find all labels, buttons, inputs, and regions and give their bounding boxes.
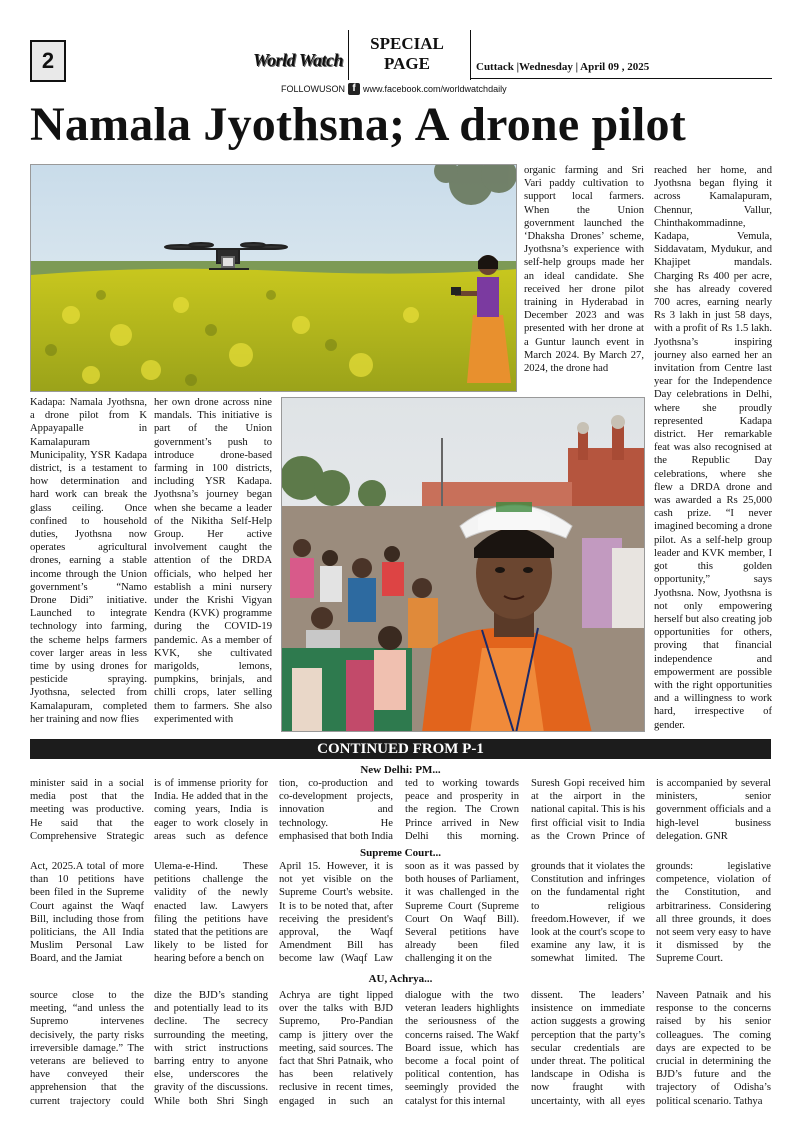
- page-number-box: [30, 40, 66, 82]
- photo-drone-field: [30, 164, 517, 392]
- story-achrya-col-5: dissent. The leaders’ insistence on immediate action suggests a growing perception that the party’s secular credentials are under threat. The political landscape in Odisha is now fraught with uncertainty, with all eyes: [531, 990, 645, 1107]
- header-divider-2: [470, 30, 471, 80]
- continued-banner: CONTINUED FROM P-1: [30, 739, 771, 759]
- section-label-line2: PAGE: [384, 54, 430, 73]
- article-column-3: organic farming and Sri Vari paddy cultivation to support local farmers. When the Union government launched the ‘Dhaksha Drones’ scheme, Jyothsna’s experience with self-help groups made her an ideal candidate. She received her drone pilot training in Hyderabad in December 2023 and was presented with her drone at a Guntur launch event in March 2024. By March 27, 2024, the drone had: [524, 165, 644, 375]
- story-court-col-6: grounds: legislative competence, violation of the Constitution, and arbitrariness. Considering all three grounds, it does not seem very easy to have it dismissed by the Supreme Court.: [656, 861, 771, 965]
- story-pm-col-1: minister said in a social media post that the meeting was productive. He said that the Comprehensive Strategic: [30, 778, 144, 842]
- section-label: [352, 34, 462, 74]
- story-court-col-5: grounds that it violates the Constitution and infringes on the fundamental right to religious freedom.However, if we look at the court's scope to examine any law, it is somewhat limited. The: [531, 861, 645, 965]
- story-subhead-pm: New Delhi: PM...: [360, 764, 441, 776]
- story-pm-col-6: is accompanied by several ministers, senior government officials and a high-level business delegation. GNR: [656, 778, 771, 842]
- story-pm-col-2: is of immense priority for India. He added that in the coming years, India is eager to work closely in areas such as defence: [154, 778, 268, 842]
- photo-jyothsna-portrait: [281, 397, 645, 732]
- story-court-col-2: Ulema-e-Hind. These petitions challenge the validity of the newly enacted law. Lawyers filing the petitions have stated that the petitions are likely to be listed for hearing before a bench on: [154, 861, 268, 965]
- story-court-col-1: Act, 2025.A total of more than 10 petitions have been filed in the Supreme Court against the Waqf Bill, including those from politicians, the All India Muslim Personal Law Board, and the Jamiat: [30, 861, 144, 965]
- headline: Namala Jyothsna; A drone pilot: [30, 98, 686, 151]
- page-number: 2: [32, 42, 64, 80]
- header-divider-1: [348, 30, 349, 80]
- story-achrya-col-3: Achrya are tight lipped over the talks with BJD Supremo, Pro-Pandian camp is jittery over the meeting, said sources. The fact that Shri Patnaik, who has been relatively reclusive in recent times, engaged in such an: [279, 990, 393, 1107]
- story-pm-col-4: ted to working towards peace and prosperity in the region. The Crown Prince arrived in New Delhi this morning.: [405, 778, 519, 842]
- follow-url[interactable]: www.facebook.com/worldwatchdaily: [363, 84, 507, 94]
- story-achrya-col-4: dialogue with the two veteran leaders highlights the seriousness of the concerns raised. The Wakf Board issue, which has become a focal point of political contention, has seemingly provided the catalyst for this internal: [405, 990, 519, 1107]
- article-column-4: reached her home, and Jyothsna began flying it across Kamalapuram, Chennur, Vallur, Chinthakommadinne, Kadapa, Vemula, Siddavatam, Mydukur, and Khajipet mandals. Charging Rs 400 per acre, she has already covered 700 acres, earning nearly Rs 3 lakh in just 58 days, with a profit of Rs 1.5 lakh. Jyothsna’s inspiring journey also earned her an invitation from Centre last year for the Independence Day celebrations in Delhi, where she proudly represented Kadapa district. Her remarkable feat was also recognised at the Republic Day celebrations, where she flew a DRDA drone and was awarded a Rs 25,000 cash prize. “I never imagined becoming a drone pilot. As a self-help group leader and KVK member, I got this golden opportunity,” says Jyothsna. Now, Jyothsna is not only empowering herself but also creating job opportunities for others, proving that financial independence and empowerment are possible with the right opportunities and a willingness to work hard, irrespective of gender.: [654, 165, 772, 731]
- follow-label: FOLLOWUSON: [281, 84, 346, 94]
- story-achrya-col-1: source close to the meeting, “and unless the Supremo intervenes decisively, the party risks irreversible damage.” The veterans are believed to have conveyed their apprehension that the current trajectory could: [30, 990, 144, 1107]
- masthead-logo: World Watch: [252, 49, 344, 70]
- story-achrya-col-2: dize the BJD’s standing and potentially lead to its decline. The secrecy surrounding the meeting, with strict instructions barring entry to anyone else, underscores the gravity of the discussions. While both Shri Singh: [154, 990, 268, 1107]
- article-column-2: her own drone across nine mandals. This initiative is part of the Union government’s push to introduce drone-based farming in 100 districts, including YSR Kadapa. Jyothsna’s journey began when she became a leader of the Nikitha Self-Help Group. Her active involvement caught the attention of the DRDA officials, who helped her establish a mini nursery under the Krishi Vigyan Kendra (KVK) programme during the COVID-19 pandemic. As a member of KVK, she cultivated marigolds, lemons, pumpkins, brinjals, and chilli crops, later selling them to farmers. She also experimented with: [154, 397, 272, 725]
- story-court-col-4: soon as it was passed by both houses of Parliament, it was challenged in the Supreme Court (Supreme Court On Waqf Bill). Several petitions have already been filed challenging it on the: [405, 861, 519, 965]
- dateline: Cuttack |Wednesday | April 09 , 2025: [476, 61, 650, 73]
- story-pm-col-3: tion, co-production and co-development projects, innovation and technology. He emphasised that both India: [279, 778, 393, 842]
- story-achrya-col-6: Naveen Patnaik and his response to the concerns raised by his senior colleagues. The coming days are expected to be crucial in determining the BJD’s future and the trajectory of Odisha’s political scenario. Tathya: [656, 990, 771, 1107]
- story-court-col-3: April 15. However, it is not yet visible on the Supreme Court's website. It is to be noted that, after receiving the president's approval, the Waqf Amendment Bill has become law (Waqf Law: [279, 861, 393, 965]
- follow-line: [281, 83, 507, 95]
- section-label-line1: SPECIAL: [370, 34, 444, 53]
- story-pm-col-5: Suresh Gopi received him at the airport in the national capital. This is his first official visit to India as the Crown Prince of: [531, 778, 645, 842]
- story-subhead-court: Supreme Court...: [359, 847, 442, 859]
- header-rule: [470, 78, 772, 79]
- article-column-1: Kadapa: Namala Jyothsna, a drone pilot from K Appayapalle in Kamalapuram Municipality, YSR Kadapa district, is a testament to how determination and hard work can break the glass ceiling. Once confined to household duties, Jyothsna now operates agricultural drones, earning a stable income through the Union government’s “Namo Drone Didi” initiative. Launched to integrate technology into farming, the scheme helps farmers cover larger areas in less time by using drones for pesticide spraying. Jyothsna, selected from Kamalapuram, completed her training and now flies: [30, 397, 147, 725]
- story-subhead-achrya: AU, Achrya...: [368, 973, 433, 985]
- facebook-icon: f: [348, 83, 360, 95]
